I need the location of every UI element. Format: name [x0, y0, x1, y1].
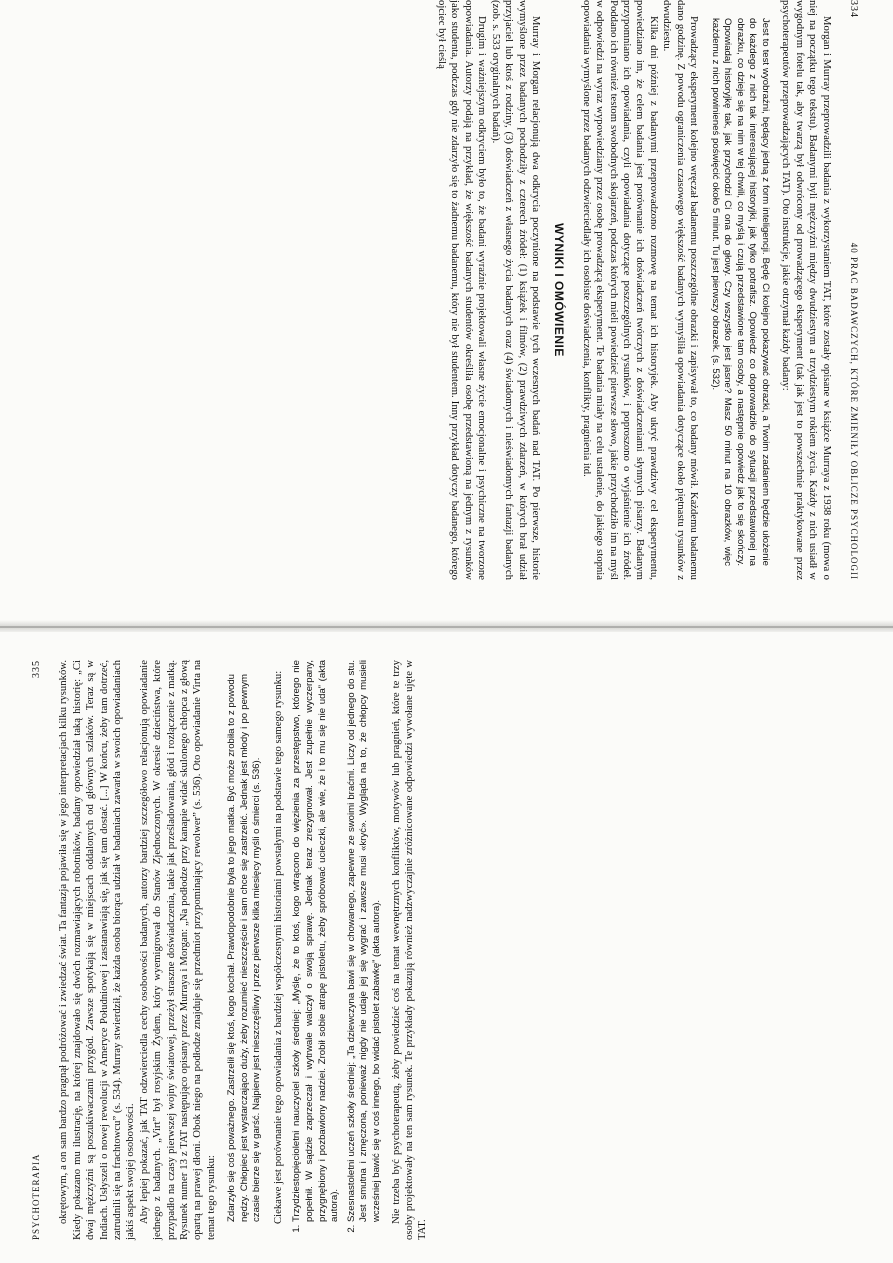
- paragraph: Ciekawe jest porównanie tego opowiadania z bardziej współczesnymi historiami powstałymi na podstawie tego samego rysunku:: [272, 670, 285, 1224]
- section-heading: WYNIKI I OMÓWIENIE: [552, 223, 567, 357]
- page-335: [0, 632, 893, 1263]
- paragraph: Murray i Morgan relacjonują dwa odkrycia poczynione na podstawie tych wczesnych badań nad TAT. Po pierwsze, historie wymyślone przez badanych pochodziły z czterech źródeł: (1) książek i filmów, (2) prawdziwych zdarzeń, w których brał udział przyjaciel lub ktoś z rodziny, (3) doświadczeń z własnego życia badanych oraz (4) świadomych i nieświadomych fantazji badanych (zob. s. 533 oryginalnych badań).: [489, 0, 542, 580]
- paragraph: Nie trzeba być psychoterapeutą, żeby powiedzieć coś na temat wewnętrznych konfliktów, motywów lub pragnień, które te trzy osoby projektowały na ten sam rysunek. Te przykłady pokazują również nadzwyczajnie zróżnicowane odpowiedzi wywołane ujęte w TAT.: [389, 660, 429, 1240]
- numbered-list: [291, 660, 383, 1240]
- paragraph: Aby lepiej pokazać, jak TAT odzwierciedla cechy osobowości badanych, autorzy bardziej szczegółowo relacjonują opowiadanie jednego z badanych. „Virt” był rosyjskim Żydem, który wyemigrował do Stanów Zjednoczonych. W okresie dzieciństwa, które przypadło na czasy pierwszej wojny światowej, przeżył straszne doświadczenia, takie jak prześladowania, głód i rozłączenie z matką. Rysunek numer 13 z TAT następująco opisany przez Murraya i Morgan: „Na podłodze przy kanapie widać skulonego chłopca z głową opartą na prawej dłoni. Obok niego na podłodze znajduje się przedmiot przypominający rewolwer” (s. 536). Oto opowiadanie Virta na temat tego rysunku:: [137, 660, 217, 1240]
- list-item: 2. Szesnastoletni uczeń szkoły średniej: „Ta dziewczyna bawi się w chowanego, zapewne ze swoimi braćmi. Liczy od jednego do stu. Jest smutna i zmęczona, ponieważ nigdy nie udaje jej się wygrać i zawsze musi «kryć». Wygląda na to, że chłopcy musieli wcześniej bawić się w coś innego, bo widać pistolet zabawkę” (akta autora).: [346, 660, 384, 1222]
- page-header: [847, 0, 860, 580]
- page-335-content: [30, 660, 830, 1240]
- paragraph: Morgan i Murray przeprowadzili badania z wykorzystaniem TAT, które zostały opisane w książce Murraya z 1938 roku (mowa o niej na początku tego tekstu). Badanymi byli mężczyźni między dwudziestym a trzydziestym rokiem życia. Każdy z nich usiadł w wygodnym fotelu tak, aby twarzą był odwrócony od prowadzącego eksperyment (tak jak jest to powszechnie praktykowane przez psychoterapeutów przeprowadzających TAT). Oto instrukcje, jakie otrzymał każdy badany:: [780, 0, 833, 580]
- paragraph: Kilka dni później z badanymi przeprowadzono rozmowę na temat ich historyjek. Aby ukryć prawdziwy cel eksperymentu, powiedziano im, że celem badania jest porównanie ich doświadczeń twórczych z doświadczeniami słynnych pisarzy. Badanym przypomniano ich opowiadania, czyli opowiadania dotyczące poszczególnych rysunków, i poproszono o wyjaśnienie ich źródeł. Poddano ich również testom swobodnych skojarzeń, podczas których mieli powiedzieć pierwsze słowo, jakie przychodziło im na myśl w odpowiedzi na wyraz wypowiedziany przez osobę prowadzącą eksperyment. Te badania miały na celu ustalenie, do jakiego stopnia opowiadania wymyślone przez badanych odzwierciedlały ich osobiste doświadczenia, konflikty, pragnienia itd.: [580, 0, 660, 580]
- list-item: 1. Trzydziestopięcioletni nauczyciel szkoły średniej: „Myślę, że to ktoś, kogo wtrącono do więzienia za przestępstwo, którego nie popełnił. W sądzie zaprzeczał i wytrwale walczył o swoją sprawę. Jednak teraz zrezygnował. Jest zupełnie wyczerpany, przygnębiony i pozbawiony nadziei. Zrobił sobie atrapę pistoletu, żeby spróbować ucieczki, ale wie, że i to mu się nie uda” (akta autora).: [291, 660, 341, 1222]
- page-334: [0, 0, 893, 631]
- page-number: 335: [31, 660, 42, 678]
- block-quote: Zdarzyło się coś poważnego. Zastrzelił się ktoś, kogo kochał. Prawdopodobnie była to jego matka. Być może zrobiła to z powodu nędzy. Chłopiec jest wystarczająco duży, żeby rozumieć nieszczęście i sam chce się zastrzelić. Jednak jest młody i po pewnym czasie bierze się w garść. Najpierw jest nieszczęśliwy i przez pierwsze kilka miesięcy myśli o śmierci (s. 536).: [226, 674, 263, 1222]
- paragraph: okrętowym, a on sam bardzo pragnął podróżować i zwiedzać świat. Ta fantazja pojawiła się w jego interpretacjach kilku rysunków. Kiedy pokazano mu ilustrację, na której znajdowało się dwóch rozmawiających robotników, badany opowiedział taką historię: „Ci dwaj mężczyźni są poszukiwaczami przygód. Zawsze spotykają się w miejscach oddalonych od głównych szlaków. Teraz są w Indiach. Usłyszeli o nowej rewolucji w Ameryce Południowej i zastanawiają się, jak się tam dostać. [...] W końcu, żeby tam dotrzeć, zatrudnili się na frachtowcu” (s. 534). Murray stwierdził, że każda osoba biorąca udział w badaniach zawarła w swoich opowiadaniach jakiś aspekt swojej osobowości.: [57, 660, 137, 1240]
- running-head: 40 PRAC BADAWCZYCH, KTÓRE ZMIENIŁY OBLICZE PSYCHOLOGII: [849, 242, 859, 580]
- paragraph: Drugim i ważniejszym odkryciem było to, że badani wyraźnie projektowali własne życie emocjonalne i psychiczne na tworzone opowiadania. Autorzy podają na przykład, że większość badanych studentów określiła osobę przedstawioną na jednym z rysunków jako studenta, podczas gdy nie zdarzyło się to żadnemu badanemu, który nie był studentem. Inny przykład dotyczy badanego, którego ojciec był cieślą: [436, 0, 489, 580]
- page-number: 334: [848, 0, 859, 18]
- page-334-content: [60, 0, 860, 580]
- block-quote: Jest to test wyobraźni, będący jedną z form inteligencji. Będę Ci kolejno pokazywać obrazki, a Twoim zadaniem będzie ułożenie do każdego z nich tak interesującej historyjki, jak tylko potrafisz. Opowiedz co doprowadziło do sytuacji przedstawionej na obrazku, co dzieje się na nim w tej chwili, co myślą i czują przedstawione tam osoby, a następnie opowiedz jak to się skończy. Opowiadaj historyjkę tak, jak przychodzi Ci ona do głowy. Czy wszystko jest jasne? Masz 50 minut na 10 obrazków, więc każdemu z nich powinieneś poświęcić około 5 minut. Tu jest pierwszy obrazek. (s. 532).: [709, 18, 771, 566]
- running-head: PSYCHOTERAPIA: [31, 1153, 41, 1240]
- page-header: [30, 660, 43, 1240]
- paragraph: Prowadzący eksperyment kolejno wręczał badanemu poszczególne obrazki i zapisywał to, co badany mówił. Każdemu badanemu dano godzinę. Z powodu ograniczenia czasowego większość badanych wymyśliła opowiadania dotyczące około piętnastu rysunków z dwudziestu.: [661, 0, 700, 580]
